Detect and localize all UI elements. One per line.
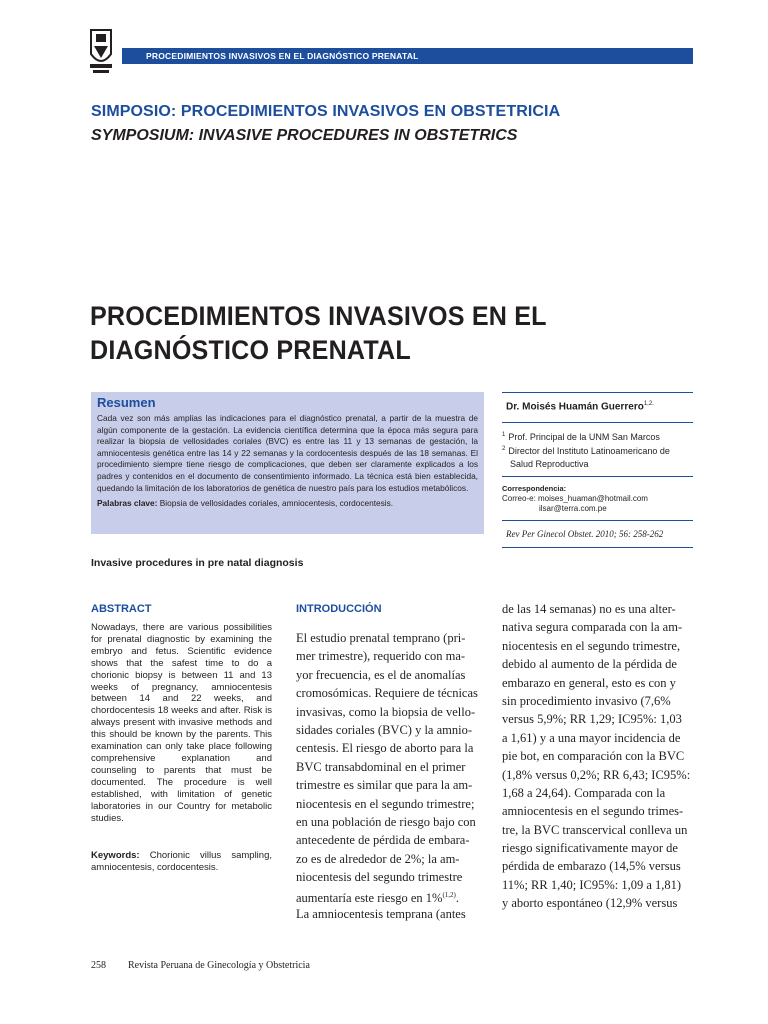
keywords-text: Chorionic villus sampling, amniocentesis, cordocentesis. [91,850,272,873]
body-line: 11%; RR 1,40; IC95%: 1,09 a 1,81) [502,877,682,892]
body-line-text: aumentaría este riesgo en 1% [296,891,443,905]
divider [502,422,693,423]
body-line: invasivas, como la biopsia de vello- [296,704,476,719]
body-line: La amniocentesis temprana (antes [296,906,466,921]
english-title: Invasive procedures in pre natal diagnosis [91,557,304,569]
running-header: PROCEDIMIENTOS INVASIVOS EN EL DIAGNÓSTICO PRENATAL [122,48,693,64]
resumen-heading: Resumen [97,395,156,410]
body-line-with-ref [296,886,491,904]
divider [502,547,693,548]
affiliation-2-line1: Director del Instituto Latinoamericano de [508,446,670,456]
body-line: sin procedimiento invasivo (7,6% [502,693,671,708]
body-line: en una población de riesgo bajo con [296,814,476,829]
correspondence-email-1[interactable]: Correo-e: moises_huaman@hotmail.com [502,494,648,503]
body-line: BVC transabdominal en el primer [296,759,466,774]
body-line: 1,68 a 24,64). Comparada con la [502,785,666,800]
author-name [506,401,654,412]
body-line: nativa segura comparada con la am- [502,620,683,635]
palabras-clave-label: Palabras clave: [97,498,158,509]
divider [502,392,693,393]
resumen-text: Cada vez son más amplias las indicaciones para el diagnóstico prenatal, a partir de la muestra de algún componente de la gestación. La evidencia científica determina que la época más segura para realizar la biopsia de vellosidades coriales (BVC) es entre las 11 y 13 semanas de gestación, la amniocentesis genética entre las 14 y 22 semanas y la cordocentesis después de las 18 semanas. El procedimiento siempre tiene riesgo de complicaciones, que deben ser claramente explicados a los padres y contenidos en el documento de consentimiento informado. La técnica está bien establecida, quedando la limitación de los laboratorios de genética de nuestro país para los estudios metabólicos. [97,413,478,493]
resumen-box [91,392,484,534]
body-line: y aborto espontáneo (12,9% versus [502,896,678,911]
page-number: 258 [91,960,106,971]
affiliation-2 [502,443,697,471]
journal-name: Revista Peruana de Ginecología y Obstetricia [128,960,310,971]
palabras-clave-text: Biopsia de vellosidades coriales, amniocentesis, cordocentesis. [157,498,394,509]
body-line: a 1,61) y a una mayor incidencia de [502,730,681,745]
keywords-label: Keywords: [91,850,140,861]
article-title-line2: DIAGNÓSTICO PRENATAL [90,335,411,365]
body-line: versus 5,9%; RR 1,29; IC95%: 1,03 [502,712,682,727]
reference-marker[interactable]: (1,2) [442,891,456,900]
body-line: (1,8% versus 0,2%; RR 6,43; IC95%: [502,767,691,782]
citation: Rev Per Ginecol Obstet. 2010; 56: 258-262 [506,529,664,539]
affiliation-1 [502,429,697,443]
divider [502,520,693,521]
body-line: yor frecuencia, es el de anomalías [296,667,466,682]
divider [502,476,693,477]
body-line: niocentesis en el segundo trimestre; [296,796,475,811]
symposium-title-en: SYMPOSIUM: INVASIVE PROCEDURES IN OBSTETRICS [91,127,518,144]
article-title [90,299,611,367]
body-line: centesis. El riesgo de aborto para la [296,741,474,756]
article-title-line1: PROCEDIMIENTOS INVASIVOS EN EL [90,301,547,331]
intro-heading: INTRODUCCIÓN [296,603,382,615]
body-line-end: . [455,891,460,905]
correspondence-email-2[interactable]: ilsar@terra.com.pe [539,504,607,513]
body-line: amniocentesis en el segundo trimes- [502,804,684,819]
intro-body [296,629,491,923]
body-line: mer trimestre), requerido con ma- [296,649,466,664]
affiliation-1-text: Prof. Principal de la UNM San Marcos [508,432,660,442]
body-line: pérdida de embarazo (14,5% versus [502,859,681,874]
affiliation-2-line2: Salud Reproductiva [510,459,589,469]
keywords [91,850,272,874]
body-line: antecedente de pérdida de embara- [296,833,470,848]
author-sup: 1,2. [643,401,654,407]
body-line: de las 14 semanas) no es una alter- [502,602,676,616]
affiliation-2-num: 2 [502,446,506,452]
body-line: riesgo significativamente mayor de [502,841,678,856]
body-line: sidades coriales (BVC) y la amnio- [296,722,472,737]
affiliation-1-num: 1 [502,432,506,438]
journal-seal-icon [88,24,114,76]
abstract-text: Nowadays, there are various possibilities for prenatal diagnostic by examining the embryo and fetus. Scientific evidence shows that the safest time to do a chorionic biopsy is between 11 and 13 weeks of pregnancy, amniocentesis between 14 and 22 weeks, and chordocentesis 18 weeks and after. Risk is always present with invasive methods and this should be known by the parents. This examination can only take place following comprehensive explanation and counseling to parents that must be documented. The procedure is well established, with limitation of genetic laboratories in our Country for metabolic studies. [91,622,272,824]
body-line: niocentesis en el segundo trimestre, [502,638,681,653]
body-line: pie bot, en comparación con la BVC [502,749,685,764]
body-line: embarazo en general, esto es con y [502,675,676,690]
body-line: tre, la BVC transcervical conlleva un [502,822,688,837]
correspondence-label: Correspondencia: [502,484,567,493]
author-name-text: Dr. Moisés Huamán Guerrero [506,401,644,413]
abstract-heading: ABSTRACT [91,603,152,615]
body-line: debido al aumento de la pérdida de [502,657,677,672]
body-line: zo es de alrededor de 2%; la am- [296,851,460,866]
body-line: cromosómicas. Requiere de técnicas [296,686,478,701]
body-line: El estudio prenatal temprano (pri- [296,631,466,645]
symposium-title-es: SIMPOSIO: PROCEDIMIENTOS INVASIVOS EN OBSTETRICIA [91,103,561,120]
palabras-clave [97,498,478,510]
body-line: trimestre es similar que para la am- [296,778,473,793]
body-line: niocentesis del segundo trimestre [296,870,463,885]
continued-body [502,600,694,913]
